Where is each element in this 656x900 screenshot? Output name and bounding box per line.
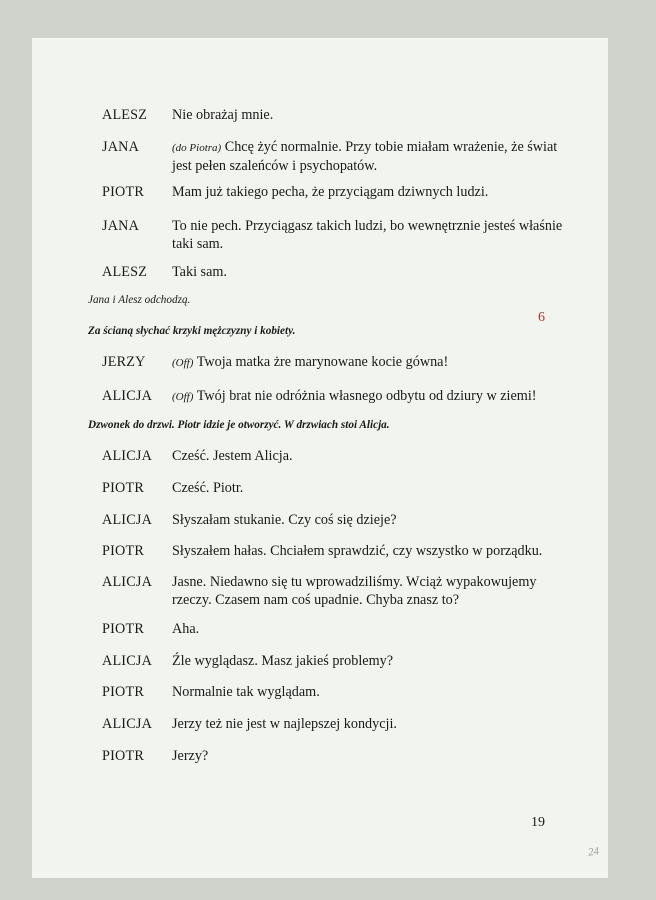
speaker-name: PIOTR xyxy=(102,684,144,700)
dialogue-text: Słyszałem hałas. Chciałem sprawdzić, czy wszystko w porządku. xyxy=(172,543,543,559)
pencil-annotation: 24 xyxy=(587,845,600,859)
dialogue-text: Normalnie tak wyglądam. xyxy=(172,684,320,700)
speaker-name: ALICJA xyxy=(102,574,153,590)
speaker-name: JANA xyxy=(102,218,140,234)
dialogue-text: To nie pech. Przyciągasz takich ludzi, bo wewnętrznie jesteś właśnie taki sam. xyxy=(172,218,563,252)
dialogue-text: Cześć. Jestem Alicja. xyxy=(172,448,293,464)
dialogue-text: (Off) Twoja matka żre marynowane kocie gówna! xyxy=(172,354,449,370)
speaker-name: ALICJA xyxy=(102,448,153,464)
speaker-name: ALESZ xyxy=(102,264,148,280)
speaker-name: ALICJA xyxy=(102,716,153,732)
parenthetical: (Off) xyxy=(172,357,194,369)
speaker-name: PIOTR xyxy=(102,480,144,496)
dialogue-text: Nie obrażaj mnie. xyxy=(172,107,274,123)
speaker-name: ALESZ xyxy=(102,107,148,123)
dialogue-text: Jasne. Niedawno się tu wprowadziliśmy. Wciąż wypakowujemy rzeczy. Czasem nam coś upadnie. Chyba znasz to? xyxy=(172,574,537,608)
scene-number: 6 xyxy=(538,310,545,325)
speaker-name: ALICJA xyxy=(102,512,153,528)
dialogue-text: Jerzy też nie jest w najlepszej kondycji. xyxy=(172,716,397,732)
stage-direction: Za ścianą słychać krzyki mężczyzny i kobiety. xyxy=(88,325,296,337)
speaker-name: PIOTR xyxy=(102,621,144,637)
parenthetical: (do Piotra) xyxy=(172,142,222,154)
dialogue-text: (Off) Twój brat nie odróżnia własnego odbytu od dziury w ziemi! xyxy=(172,388,537,404)
script-page xyxy=(32,38,608,878)
speaker-name: PIOTR xyxy=(102,543,144,559)
dialogue-text: Cześć. Piotr. xyxy=(172,480,244,496)
dialogue-text: (do Piotra) Chcę żyć normalnie. Przy tobie miałam wrażenie, że świat jest pełen szaleńców i psychopatów. xyxy=(172,139,558,174)
dialogue-text: Źle wyglądasz. Masz jakieś problemy? xyxy=(172,653,394,669)
speaker-name: ALICJA xyxy=(102,388,153,404)
dialogue-text: Mam już takiego pecha, że przyciągam dziwnych ludzi. xyxy=(172,184,489,200)
speaker-name: JANA xyxy=(102,139,140,155)
dialogue-text: Taki sam. xyxy=(172,264,227,280)
parenthetical: (Off) xyxy=(172,391,194,403)
speaker-name: ALICJA xyxy=(102,653,153,669)
page-number: 19 xyxy=(531,815,545,830)
speaker-name: PIOTR xyxy=(102,184,144,200)
stage-direction: Dzwonek do drzwi. Piotr idzie je otworzyć. W drzwiach stoi Alicja. xyxy=(88,419,390,431)
speaker-name: PIOTR xyxy=(102,748,144,764)
dialogue-text: Aha. xyxy=(172,621,200,637)
dialogue-text: Jerzy? xyxy=(172,748,209,764)
speaker-name: JERZY xyxy=(102,354,146,370)
dialogue-text: Słyszałam stukanie. Czy coś się dzieje? xyxy=(172,512,397,528)
stage-direction: Jana i Alesz odchodzą. xyxy=(88,294,191,306)
